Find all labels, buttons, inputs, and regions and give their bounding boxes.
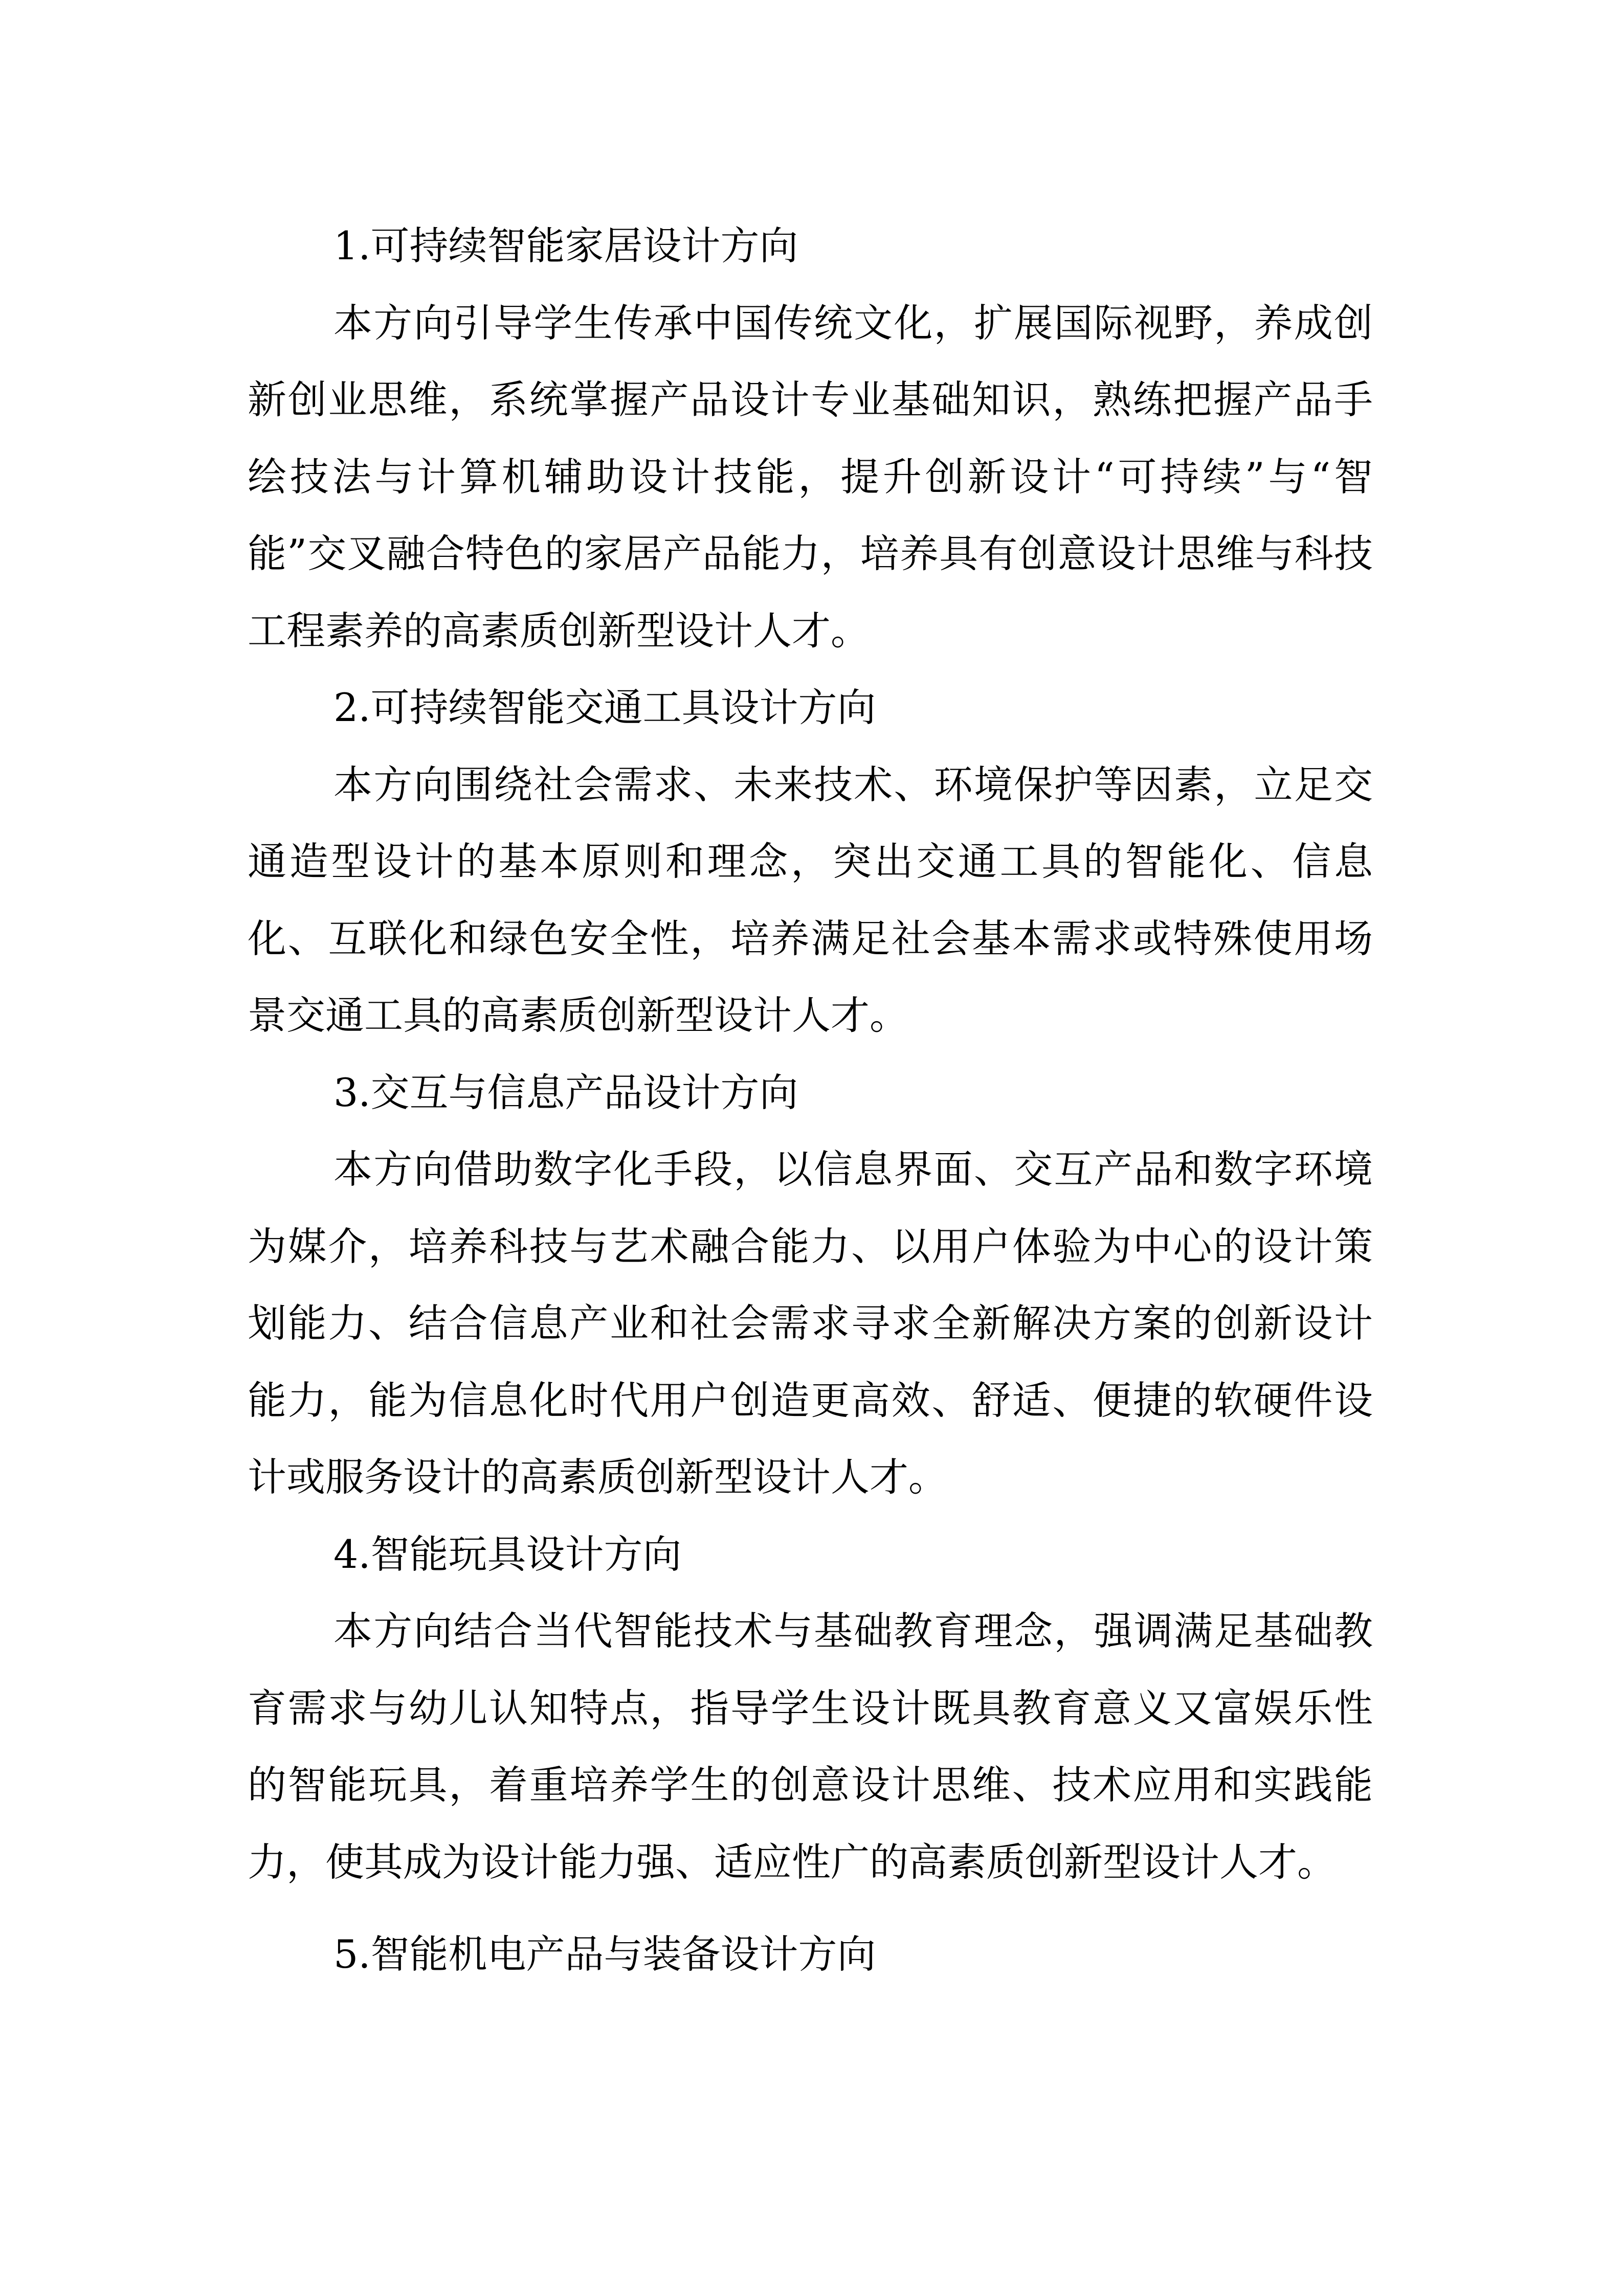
section-heading-5: 5.智能机电产品与装备设计方向: [333, 1931, 876, 1977]
section-heading-3: 3.交互与信息产品设计方向: [333, 1069, 798, 1115]
section-body-1: 本方向引导学生传承中国传统文化，扩展国际视野，养成创新创业思维，系统掌握产品设计专业基础知识，熟练把握产品手绘技法与计算机辅助设计技能，提升创新设计“可持续”与“智能”交叉融合特色的家居产品能力，培养具有创意设计思维与科技工程素养的高素质创新型设计人才。: [248, 300, 1373, 654]
section-body-2: 本方向围绕社会需求、未来技术、环境保护等因素，立足交通造型设计的基本原则和理念，突出交通工具的智能化、信息化、互联化和绿色安全性，培养满足社会基本需求或特殊使用场景交通工具的高素质创新型设计人才。: [248, 761, 1373, 1038]
section-body-3: 本方向借助数字化手段，以信息界面、交互产品和数字环境为媒介，培养科技与艺术融合能力、以用户体验为中心的设计策划能力、结合信息产业和社会需求寻求全新解决方案的创新设计能力，能为信息化时代用户创造更高效、舒适、便捷的软硬件设计或服务设计的高素质创新型设计人才。: [248, 1146, 1373, 1500]
document-body: [248, 208, 1373, 1993]
section-body-4: 本方向结合当代智能技术与基础教育理念，强调满足基础教育需求与幼儿认知特点，指导学生设计既具教育意义又富娱乐性的智能玩具，着重培养学生的创意设计思维、技术应用和实践能力，使其成为设计能力强、适应性广的高素质创新型设计人才。: [248, 1608, 1373, 1885]
section-heading-1: 1.可持续智能家居设计方向: [333, 223, 798, 268]
section-heading-4: 4.智能玩具设计方向: [333, 1531, 682, 1577]
section-heading-2: 2.可持续智能交通工具设计方向: [333, 685, 876, 730]
